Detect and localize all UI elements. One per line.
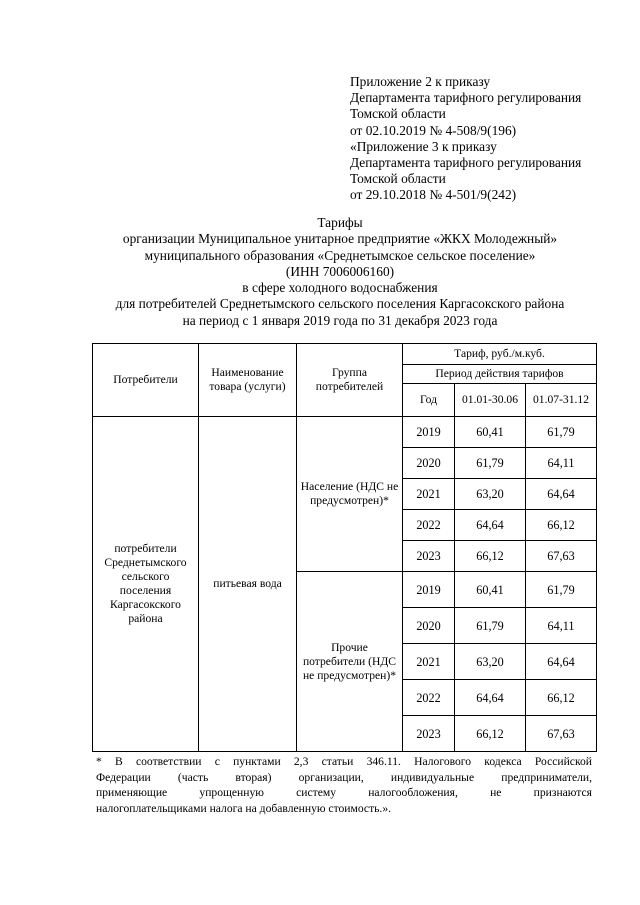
- header-half1: 01.01-30.06: [455, 384, 526, 417]
- title-line: организации Муниципальное унитарное предприятие «ЖКХ Молодежный»: [122, 231, 558, 247]
- year-cell: 2023: [403, 541, 455, 572]
- header-year: Год: [403, 384, 455, 417]
- year-cell: 2022: [403, 510, 455, 541]
- tariff-h2-cell: 67,63: [526, 541, 597, 572]
- tariff-h1-cell: 63,20: [455, 479, 526, 510]
- title-line: (ИНН 7006006160): [285, 263, 395, 279]
- appendix-line: Департамента тарифного регулирования: [350, 90, 582, 106]
- year-cell: 2020: [403, 448, 455, 479]
- footnote-line: * В соответствии с пунктами 2,3 статьи 346.11. Налогового кодекса Российской: [96, 755, 592, 768]
- header-consumers: Потребители: [93, 344, 199, 417]
- year-cell: 2022: [403, 680, 455, 716]
- header-group: Группа потребителей: [297, 344, 403, 417]
- appendix-line: от 02.10.2019 № 4-508/9(196): [350, 122, 517, 138]
- tariff-h2-cell: 64,64: [526, 644, 597, 680]
- appendix-line: «Приложение 3 к приказу: [350, 138, 497, 154]
- title-line: в сфере холодного водоснабжения: [242, 280, 438, 296]
- appendix-line: Томской области: [350, 106, 446, 122]
- consumer-cell: потребители Среднетымского сельского поселения Каргасокского района: [93, 417, 199, 752]
- appendix-reference: [350, 74, 620, 204]
- year-cell: 2019: [403, 417, 455, 448]
- tariff-h2-cell: 61,79: [526, 572, 597, 608]
- tariff-h2-cell: 67,63: [526, 716, 597, 752]
- tariff-h2-cell: 66,12: [526, 510, 597, 541]
- document-title: [60, 215, 620, 329]
- appendix-line: Приложение 2 к приказу: [350, 74, 491, 89]
- title-line: на период с 1 января 2019 года по 31 декабря 2023 года: [182, 312, 498, 328]
- table-row: [93, 417, 597, 448]
- footnote-line: Федерации (часть вторая) организации, индивидуальные предприниматели,: [96, 770, 592, 784]
- tariff-h2-cell: 61,79: [526, 417, 597, 448]
- tariff-h1-cell: 66,12: [455, 541, 526, 572]
- header-period: Период действия тарифов: [403, 365, 597, 384]
- group-cell-other: Прочие потребители (НДС не предусмотрен)*: [297, 572, 403, 752]
- tariff-h1-cell: 61,79: [455, 608, 526, 644]
- year-cell: 2021: [403, 644, 455, 680]
- year-cell: 2019: [403, 572, 455, 608]
- header-half2: 01.07-31.12: [526, 384, 597, 417]
- footnote-line: налогоплательщиками налога на добавленную стоимость.».: [96, 801, 392, 815]
- tariff-h2-cell: 64,11: [526, 608, 597, 644]
- tariff-h1-cell: 61,79: [455, 448, 526, 479]
- tariff-h2-cell: 66,12: [526, 680, 597, 716]
- footnote-line: применяющие упрощенную систему налогообложения, не признаются: [96, 786, 592, 800]
- year-cell: 2020: [403, 608, 455, 644]
- header-tariff: Тариф, руб./м.куб.: [403, 344, 597, 365]
- header-product: Наименование товара (услуги): [199, 344, 297, 417]
- tariff-table: [92, 343, 597, 752]
- appendix-line: Томской области: [350, 171, 446, 187]
- tariff-h1-cell: 64,64: [455, 510, 526, 541]
- title-line: Тарифы: [317, 215, 363, 230]
- tariff-h1-cell: 64,64: [455, 680, 526, 716]
- tariff-h1-cell: 66,12: [455, 716, 526, 752]
- tariff-h2-cell: 64,64: [526, 479, 597, 510]
- tariff-h1-cell: 60,41: [455, 572, 526, 608]
- appendix-line: Департамента тарифного регулирования: [350, 155, 582, 171]
- year-cell: 2021: [403, 479, 455, 510]
- group-cell-population: Население (НДС не предусмотрен)*: [297, 417, 403, 572]
- product-cell: питьевая вода: [199, 417, 297, 752]
- tariff-h1-cell: 60,41: [455, 417, 526, 448]
- tariff-h2-cell: 64,11: [526, 448, 597, 479]
- appendix-line: от 29.10.2018 № 4-501/9(242): [350, 187, 517, 203]
- tariff-h1-cell: 63,20: [455, 644, 526, 680]
- footnote: [96, 754, 592, 816]
- title-line: муниципального образования «Среднетымское сельское поселение»: [144, 247, 536, 263]
- title-line: для потребителей Среднетымского сельского поселения Каргасокского района: [115, 296, 565, 312]
- year-cell: 2023: [403, 716, 455, 752]
